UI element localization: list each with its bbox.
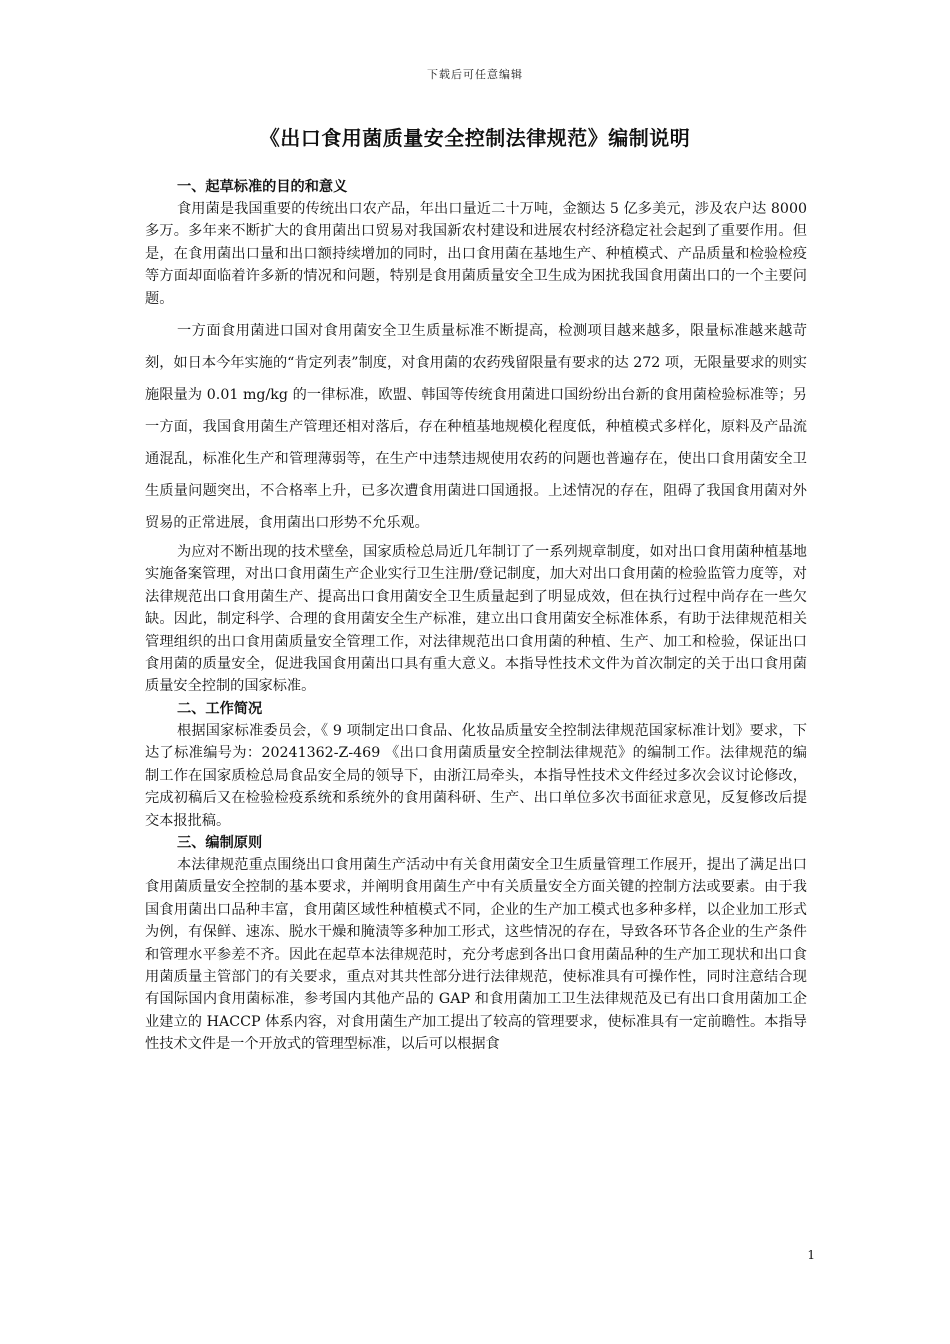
page-number: 1 xyxy=(807,1248,815,1262)
paragraph: 食用菌是我国重要的传统出口农产品，年出口量近二十万吨，金额达 5 亿多美元，涉及农户达 8000 多万。多年来不断扩大的食用菌出口贸易对我国新农村建设和进展农村经济稳定社会起到了重要作用。但是，在食用菌出口量和出口额持续增加的同时，出口食用菌在基地生产、种植模式、产品质量和检验检疫等方面却面临着许多新的情况和问题，特别是食用菌质量安全卫生成为困扰我国食用菌出口的一个主要问题。 xyxy=(145,201,807,307)
paragraph: 本法律规范重点围绕出口食用菌生产活动中有关食用菌安全卫生质量管理工作展开，提出了满足出口食用菌质量安全控制的基本要求，并阐明食用菌生产中有关质量安全方面关键的控制方法或要素。由于我国食用菌出口品种丰富，食用菌区域性种植模式不同，企业的生产加工模式也多种多样，以企业加工形式为例，有保鲜、速冻、脱水干燥和腌渍等多种加工形式，这些情况的存在，导致各环节各企业的生产条件和管理水平参差不齐。因此在起草本法律规范时，充分考虑到各出口食用菌品种的生产加工现状和出口食用菌质量主管部门的有关要求，重点对其共性部分进行法律规范，使标准具有可操作性，同时注意结合现有国际国内食用菌标准，参考国内其他产品的 GAP 和食用菌加工卫生法律规范及已有出口食用菌加工企业建立的 HACCP 体系内容，对食用菌生产加工提出了较高的管理要求，使标准具有一定前瞻性。本指导性技术文件是一个开放式的管理型标准，以后可以根据食 xyxy=(145,856,807,1053)
paragraph: 为应对不断出现的技术壁垒，国家质检总局近几年制订了一系列规章制度，如对出口食用菌种植基地实施备案管理，对出口食用菌生产企业实行卫生注册/登记制度，加大对出口食用菌的检验监管力度等，对法律规范出口食用菌生产、提高出口食用菌安全卫生质量起到了明显成效，但在执行过程中尚存在一些欠缺。因此，制定科学、合理的食用菌安全生产标准，建立出口食用菌安全标准体系，有助于法律规范相关管理组织的出口食用菌质量安全管理工作，对法律规范出口食用菌的种植、生产、加工和检验，保证出口食用菌的质量安全，促进我国食用菌出口具有重大意义。本指导性技术文件为首次制定的关于出口食用菌质量安全控制的国家标准。 xyxy=(145,544,807,695)
paragraph: 一方面食用菌进口国对食用菌安全卫生质量标准不断提高，检测项目越来越多，限量标准越来越苛刻，如日本今年实施的“肯定列表”制度，对食用菌的农药残留限量有要求的达 272 项，无限量要求的则实施限量为 0.01 mg/kg 的一律标准，欧盟、韩国等传统食用菌进口国纷纷出台新的食用菌检验标准等；另一方面，我国食用菌生产管理还相对落后，存在种植基地规模化程度低，种植模式多样化，原料及产品流通混乱，标准化生产和管理薄弱等，在生产中违禁违规使用农药的问题也普遍存在，使出口食用菌安全卫生质量问题突出，不合格率上升，已多次遭食用菌进口国通报。上述情况的存在，阻碍了我国食用菌对外贸易的正常进展，食用菌出口形势不允乐观。 xyxy=(145,323,807,532)
section-heading-purpose: 一、起草标准的目的和意义 xyxy=(177,179,348,195)
document-body xyxy=(145,176,807,1056)
document-title: 《出口食用菌质量安全控制法律规范》编制说明 xyxy=(259,126,691,150)
paragraph: 根据国家标准委员会，《 9 项制定出口食品、化妆品质量安全控制法律规范国家标准计划》要求，下达了标准编号为：20241362-Z-469 《出口食用菌质量安全控制法律规范》的编制工作。法律规范的编制工作在国家质检总局食品安全局的领导下，由浙江局牵头，本指导性技术文件经过多次会议讨论修改，完成初稿后又在检验检疫系统和系统外的食用菌科研、生产、出口单位多次书面征求意见，反复修改后提交本报批稿。 xyxy=(145,722,807,829)
header-note: 下载后可任意编辑 xyxy=(427,68,523,81)
section-heading-work-summary: 二、工作简况 xyxy=(177,700,263,717)
section-heading-principles: 三、编制原则 xyxy=(177,834,263,851)
